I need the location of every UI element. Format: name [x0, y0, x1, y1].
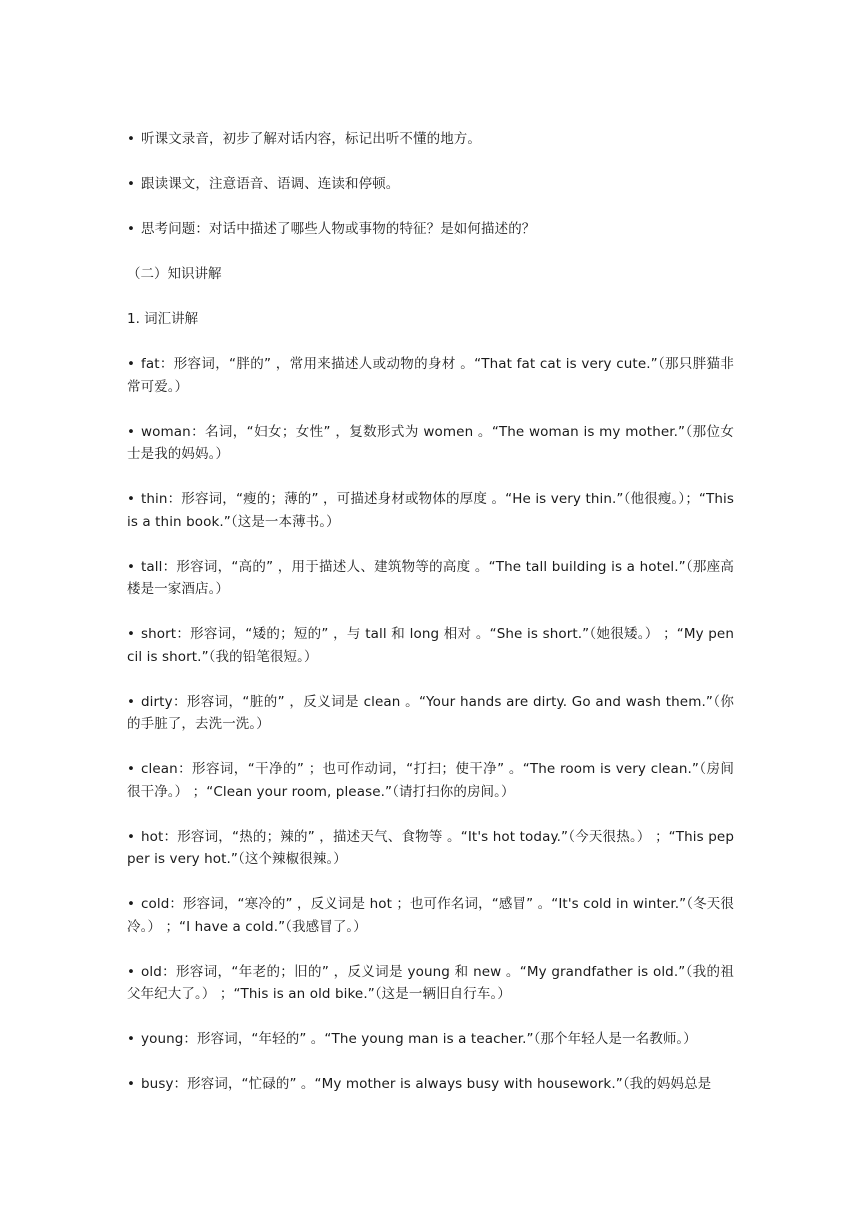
intro-item-text: 思考问题：对话中描述了哪些人物或事物的特征？是如何描述的？	[141, 221, 536, 237]
document-content	[127, 128, 734, 1118]
bullet-marker: •	[127, 356, 136, 372]
vocab-item-woman	[127, 421, 734, 466]
bullet-marker: •	[127, 491, 136, 507]
bullet-marker: •	[127, 176, 136, 192]
vocab-item-text: short：形容词，“矮的；短的” ，与 tall 和 long 相对 。“She is short.”（她很矮。） ；“My pencil is short.”（我的铅笔很短。）	[127, 626, 734, 665]
vocab-item-text: old：形容词，“年老的；旧的” ，反义词是 young 和 new 。“My grandfather is old.”（我的祖父年纪大了。） ；“This is an old bike.”（这是一辆旧自行车。）	[127, 963, 734, 1002]
bullet-marker: •	[127, 1076, 136, 1092]
bullet-marker: •	[127, 1031, 136, 1047]
bullet-marker: •	[127, 558, 136, 575]
vocab-item-busy	[127, 1073, 734, 1096]
vocab-item-text: cold：形容词，“寒冷的” ，反义词是 hot ；也可作名词，“感冒” 。“It's cold in winter.”（冬天很冷。） ；“I have a cold.”（我感冒了。）	[127, 896, 734, 935]
bullet-marker: •	[127, 761, 136, 777]
bullet-marker: •	[127, 221, 136, 237]
vocab-item-old	[127, 961, 734, 1006]
vocab-item-text: fat：形容词，“胖的” ，常用来描述人或动物的身材 。“That fat cat is very cute.”（那只胖猫非常可爱。）	[127, 356, 734, 395]
vocab-item-clean	[127, 758, 734, 803]
vocab-item-text: hot：形容词，“热的；辣的” ，描述天气、食物等 。“It's hot today.”（今天很热。） ；“This pepper is very hot.”（这个辣椒很辣。）	[127, 828, 734, 867]
bullet-marker: •	[127, 828, 136, 845]
vocab-item-text: woman：名词，“妇女；女性” ，复数形式为 women 。“The woman is my mother.”（那位女士是我的妈妈。）	[127, 423, 734, 462]
vocab-item-hot	[127, 826, 734, 871]
vocab-item-text: tall：形容词，“高的” ，用于描述人、建筑物等的高度 。“The tall building is a hotel.”（那座高楼是一家酒店。）	[127, 558, 734, 597]
intro-item-text: 听课文录音，初步了解对话内容，标记出听不懂的地方。	[141, 131, 481, 147]
intro-item-listen	[127, 128, 734, 151]
bullet-marker: •	[127, 131, 136, 147]
bullet-marker: •	[127, 896, 136, 912]
vocab-item-tall	[127, 556, 734, 601]
intro-item-think	[127, 218, 734, 241]
vocab-item-young	[127, 1028, 734, 1051]
vocab-item-text: thin：形容词，“瘦的；薄的” ，可描述身材或物体的厚度 。“He is very thin.”（他很瘦。）；“This is a thin book.”（这是一本薄书。）	[127, 491, 734, 530]
bullet-marker: •	[127, 423, 136, 440]
vocab-item-fat	[127, 353, 734, 398]
vocab-item-text: young：形容词，“年轻的” 。“The young man is a teacher.”（那个年轻人是一名教师。）	[141, 1031, 697, 1047]
vocab-item-text: dirty：形容词，“脏的” ，反义词是 clean 。“Your hands are dirty. Go and wash them.”（你的手脏了，去洗一洗。）	[127, 693, 734, 732]
vocab-item-short	[127, 623, 734, 668]
vocab-item-text: busy：形容词，“忙碌的” 。“My mother is always busy with housework.”（我的妈妈总是	[141, 1076, 712, 1092]
subsection-heading: 1. 词汇讲解	[127, 311, 199, 327]
vocab-item-text: clean：形容词，“干净的” ；也可作动词，“打扫；使干净” 。“The room is very clean.”（房间很干净。） ；“Clean your room, please.”（请打扫你的房间。）	[127, 761, 734, 800]
bullet-marker: •	[127, 626, 136, 642]
section-heading: （二）知识讲解	[127, 266, 222, 282]
bullet-marker: •	[127, 693, 136, 710]
intro-item-read	[127, 173, 734, 196]
bullet-marker: •	[127, 963, 136, 980]
vocab-item-thin	[127, 488, 734, 533]
vocab-item-cold	[127, 893, 734, 938]
vocab-item-dirty	[127, 691, 734, 736]
intro-item-text: 跟读课文，注意语音、语调、连读和停顿。	[141, 176, 400, 192]
